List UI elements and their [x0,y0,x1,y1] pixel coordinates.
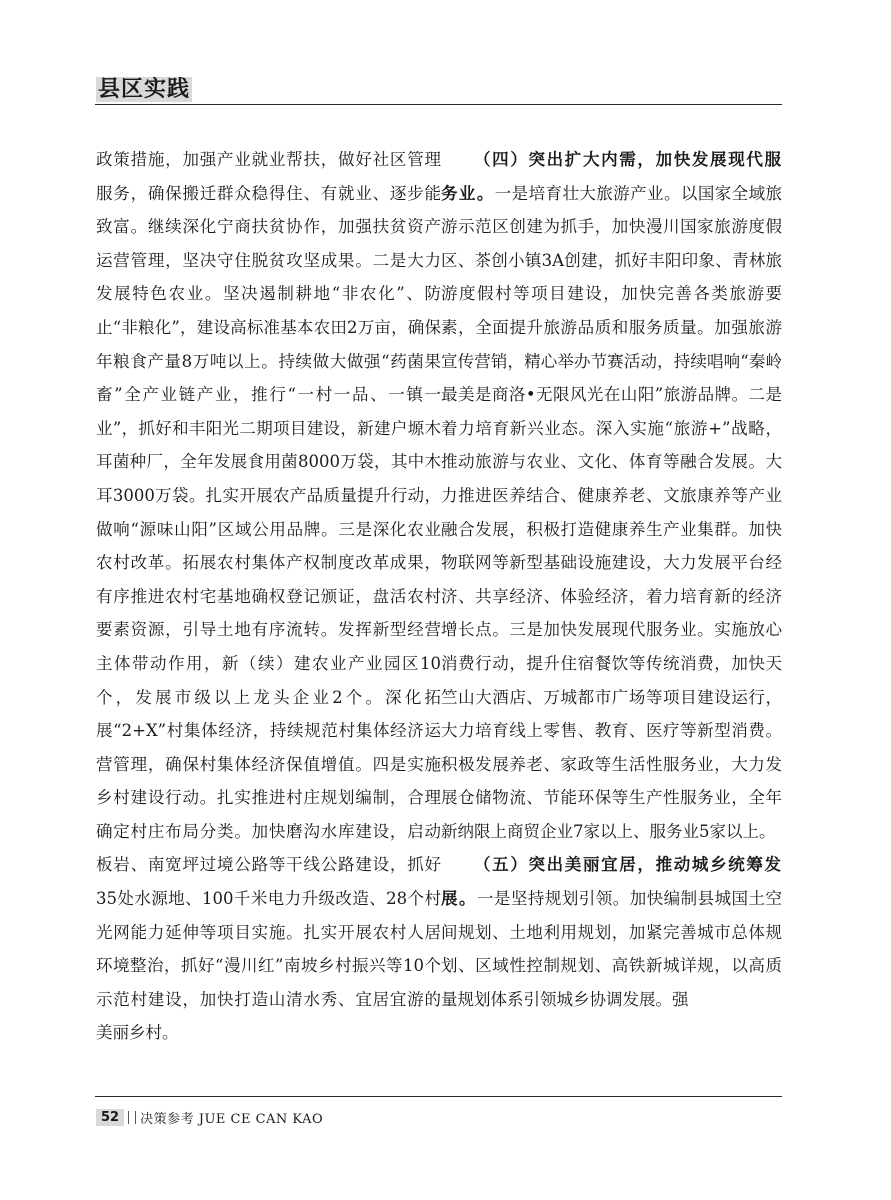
section-header-text: 县区实践 [98,77,191,102]
header-rule [95,104,782,105]
section-5-paragraph [441,848,782,1016]
footer-rule [95,1096,782,1097]
section-4-heading: （四）突出扩大内需，加快发展现代服务业。 [441,150,782,203]
magazine-name: 决策参考 JUE CE CAN KAO [140,1111,324,1127]
section-4-body: 一是培育壮大旅游产业。以国家全域旅游示范区创建为抓手，加快漫川国家旅游度假区、茶创小镇3A创建，抓好丰阳印象、青林旅游度假村等项目建设，加快完善各类旅游要素，全面提升旅游品质和服务质量。加强旅游宣传营销，精心举办节赛活动，持续唱响“秦岭最美是商洛•无限风光在山阳”旅游品牌。二是着力培育新兴业态。深入实施“旅游+”战略，推动旅游与农业、文化、体育等融合发展。大力推进医养结合、健康养老、文旅康养等产业融合发展，积极打造健康养生产业集群。加快物联网等新型基础设施建设，大力发展平台经济、共享经济、体验经济，着力培育新的经济增长点。三是加快发展现代服务业。实施放心消费行动，提升住宿餐饮等传统消费，加快天竺山大酒店、万城都市广场等项目建设运行，大力培育线上零售、教育、医疗等新型消费。积极发展养老、家政等生活性服务业，大力发展仓储物流、节能环保等生产性服务业，全年新纳限上商贸企业7家以上、服务业5家以上。 [441,183,783,841]
right-column [441,143,782,1016]
section-5-heading: （五）突出美丽宜居，推动城乡统筹发展。 [441,855,782,909]
left-column [96,143,441,1050]
section-header [96,72,192,103]
page-number: 52 [96,1109,124,1126]
page-footer [96,1106,323,1128]
section-5-body: 一是坚持规划引领。加快编制县城国土空间规划、土地利用规划，加紧完善城市总体规划、区域性控制规划、高铁新城详规，以高质量规划体系引领城乡协调发展。强 [441,889,783,1009]
section-4-paragraph [441,143,782,848]
footer-divider [128,1111,136,1124]
left-column-paragraph: 政策措施，加强产业就业帮扶，做好社区管理服务，确保搬迁群众稳得住、有就业、逐步能致富。继续深化宁商扶贫协作，加强扶贫资产运营管理，坚决守住脱贫攻坚成果。二是大力发展特色农业。坚决遏制耕地“非农化”、防止“非粮化”，建设高标准基本农田2万亩，确保年粮食产量8万吨以上。持续做大做强“药菌果畜”全产业链产业，推行“一村一品、一镇一业”，抓好和丰阳光二期项目建设，新建户塬木耳菌种厂，全年发展食用菌8000万袋，其中木耳3000万袋。扎实开展农产品质量提升行动，做响“源味山阳”区域公用品牌。三是深化农业农村改革。拓展农村集体产权制度改革成果，有序推进农村宅基地确权登记颁证，盘活农村要素资源，引导土地有序流转。发挥新型经营主体带动作用，新（续）建农业产业园区10个，发展市级以上龙头企业2个。深化拓展“2+X”村集体经济，持续规范村集体经济运营管理，确保村集体经济保值增值。四是实施乡村建设行动。扎实推进村庄规划编制，合理确定村庄布局分类。加快磨沟水库建设，启动板岩、南宽坪过境公路等干线公路建设，抓好35处水源地、100千米电力升级改造、28个村光网能力延伸等项目实施。扎实开展农村人居环境整治，抓好“漫川红”南坡乡村振兴等10个示范村建设，加快打造山清水秀、宜居宜游的美丽乡村。 [96,150,441,1043]
